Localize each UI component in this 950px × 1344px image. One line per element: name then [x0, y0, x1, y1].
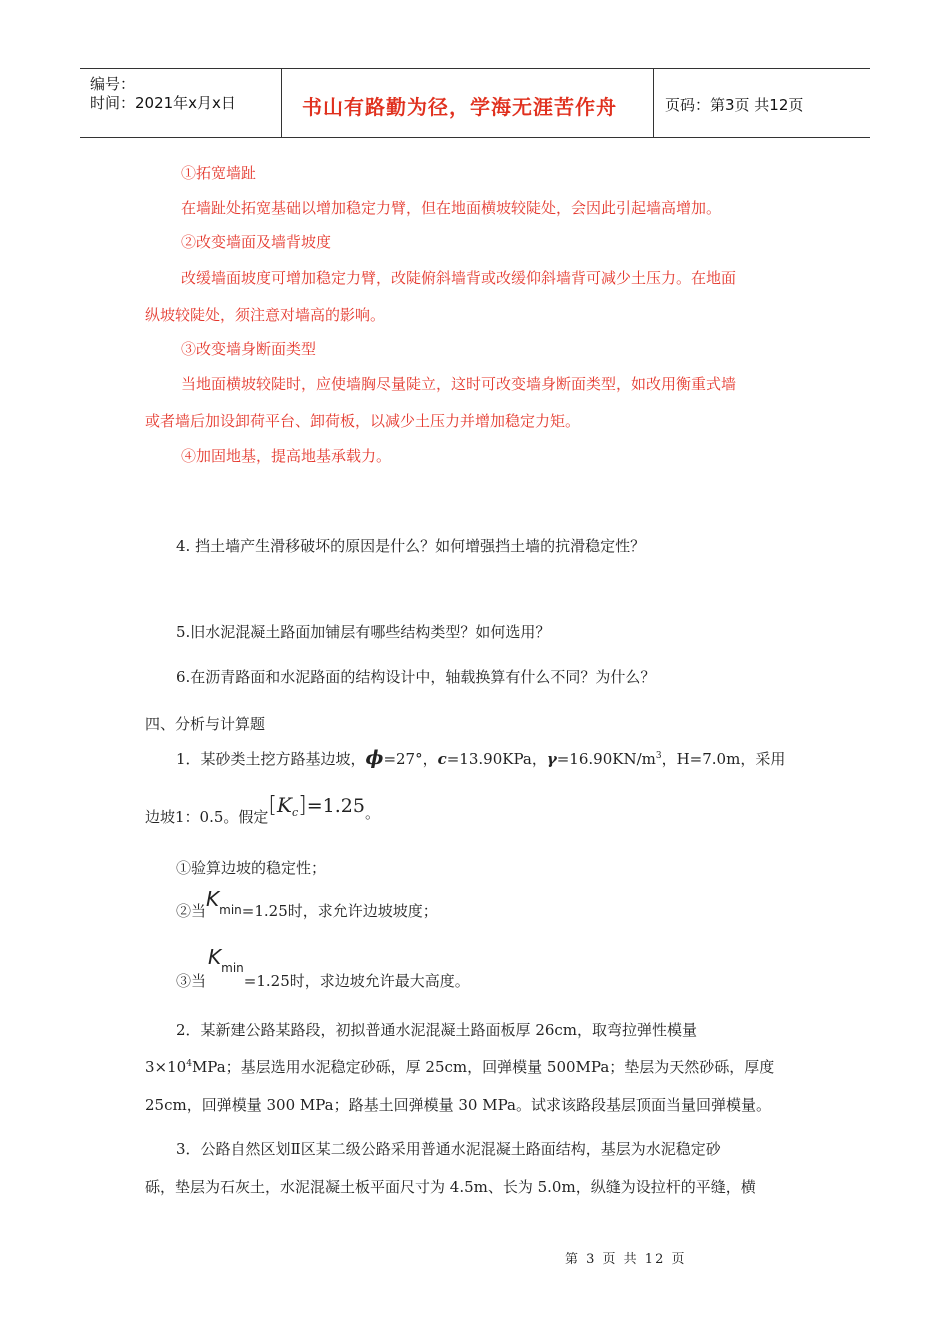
page-footer: 第 3 页 共 12 页 [565, 1252, 687, 1267]
item3-text-line2: 或者墙后加设卸荷平台、卸荷板，以减少土压力并增加稳定力矩。 [145, 412, 581, 430]
problem-3-line2: 砾，垫层为石灰土，水泥混凝土板平面尺寸为 4.5m、长为 5.0m，纵缝为设拉杆的平缝，横 [145, 1178, 756, 1196]
problem-2-line3: 25cm，回弹模量 300 MPa；路基土回弹模量 30 MPa。试求该路段基层顶面当量回弹模量。 [145, 1096, 771, 1114]
item3-title: ③改变墙身断面类型 [181, 340, 317, 358]
problem-1-line1: 1．某砂类土挖方路基边坡，ϕ=27°，c=13.90KPa，$\gamma=16.90KN/m^3$，H=7.0m，采用 [176, 747, 786, 769]
date-label: 时间：2021年x月x日 [90, 94, 236, 112]
problem-2-line1: 2．某新建公路某路段，初拟普通水泥混凝土路面板厚 26cm，取弯拉弹性模量 [176, 1021, 698, 1039]
item2-text-line1: 改缓墙面坡度可增加稳定力臂，改陡俯斜墙背或改缓仰斜墙背可减少土压力。在地面 [181, 269, 737, 287]
item3-text-line1: 当地面横坡较陡时，应使墙胸尽量陡立，这时可改变墙身断面类型，如改用衡重式墙 [181, 375, 737, 393]
kmin-symbol: K [206, 887, 220, 911]
page-header [80, 68, 870, 138]
problem-1-sub3: ③当$K_{min}=1.25$时，求边坡允许最大高度。 [176, 945, 470, 990]
page-number-label: 页码：第3页 共12页 [665, 96, 804, 114]
question-6: 6.在沥青路面和水泥路面的结构设计中，轴载换算有什么不同？为什么？ [176, 668, 656, 686]
header-divider [653, 69, 654, 137]
item1-title: ①拓宽墙趾 [181, 164, 257, 182]
problem-1-line2: 边坡1：0.5。假定$[K_c]=1.25$。 [145, 793, 380, 826]
gamma-symbol: γ [546, 750, 557, 768]
question-4: 4. 挡土墙产生滑移破坏的原因是什么？如何增强挡土墙的抗滑稳定性？ [176, 537, 646, 555]
header-motto: 书山有路勤为径，学海无涯苦作舟 [302, 95, 617, 119]
problem-1-sub1: ①验算边坡的稳定性； [176, 859, 327, 877]
question-5: 5.旧水泥混凝土路面加铺层有哪些结构类型？如何选用？ [176, 623, 551, 641]
code-label: 编号： [90, 75, 136, 93]
phi-symbol: ϕ [365, 747, 384, 769]
item2-text-line2: 纵坡较陡处，须注意对墙高的影响。 [145, 306, 386, 324]
problem-3-line1: 3．公路自然区划Ⅱ区某二级公路采用普通水泥混凝土路面结构，基层为水泥稳定砂 [176, 1140, 721, 1158]
problem-2-line2: $3\times 10^4MPa$；基层选用水泥稳定砂砾，厚 25cm，回弹模量 500MPa；垫层为天然砂砾，厚度 [145, 1058, 775, 1076]
item2-title: ②改变墙面及墙背坡度 [181, 233, 332, 251]
section-title: 四、分析与计算题 [145, 715, 266, 733]
problem-1-sub2: ②当$K_{min}=1.25$时，求允许边坡坡度； [176, 887, 438, 920]
item1-text: 在墙趾处拓宽基础以增加稳定力臂，但在地面横坡较陡处，会因此引起墙高增加。 [181, 199, 722, 217]
kc-symbol: K [277, 793, 292, 817]
item4-title: ④加固地基，提高地基承载力。 [181, 447, 392, 465]
c-symbol: c [437, 750, 447, 768]
header-divider [281, 69, 282, 137]
kmin-symbol: K [208, 945, 222, 969]
